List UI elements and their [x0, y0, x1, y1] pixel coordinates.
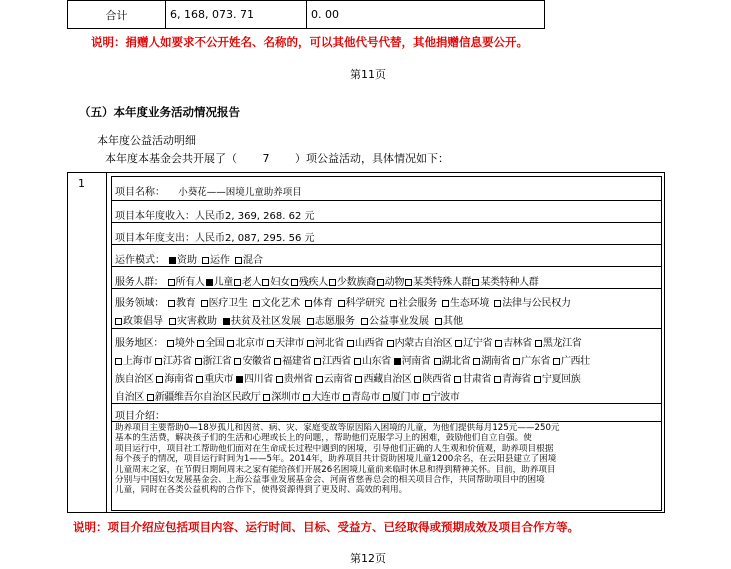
option-label: 云南省 [323, 374, 353, 385]
checkbox-option[interactable] [169, 255, 197, 266]
checkbox-option[interactable] [234, 277, 261, 288]
checkbox-icon[interactable] [316, 376, 323, 383]
option-label: 少数族裔 [336, 277, 376, 288]
option-label: 宁波市 [430, 392, 460, 403]
field-label: 运作模式： [115, 255, 165, 266]
intro-label: 项目介绍： [115, 411, 165, 422]
checkbox-option[interactable] [155, 356, 192, 367]
service-region-line-4 [115, 388, 462, 403]
service-group-row [112, 267, 661, 289]
checkbox-option[interactable] [147, 392, 261, 403]
project-name-value: 小葵花——困境儿童助养项目 [178, 187, 302, 198]
project-detail [111, 176, 662, 511]
checkbox-icon[interactable] [195, 358, 202, 365]
option-label: 黑龙江省 [542, 338, 582, 349]
option-label: 宁夏回族 [541, 374, 581, 385]
option-label: 资助 [177, 255, 197, 266]
option-label: 湖北省 [441, 356, 471, 367]
option-label: 大连市 [311, 392, 341, 403]
checkbox-option[interactable] [423, 392, 460, 403]
checkbox-option[interactable] [361, 316, 429, 327]
checkbox-icon[interactable] [169, 318, 176, 325]
checkbox-option[interactable] [314, 356, 351, 367]
option-label: 四川省 [244, 374, 273, 385]
option-label: 河南省 [401, 356, 431, 367]
checkbox-icon[interactable] [535, 340, 542, 347]
option-label: 某类特殊人群 [413, 277, 472, 288]
checkbox-option[interactable] [168, 277, 205, 288]
checkbox-icon[interactable] [307, 340, 314, 347]
checkbox-icon[interactable] [253, 300, 260, 307]
checkbox-option[interactable] [434, 356, 471, 367]
checkbox-icon[interactable] [167, 340, 174, 347]
option-label: 甘肃省 [462, 374, 492, 385]
option-label: 新疆维吾尔自治区民政厅 [154, 392, 261, 403]
checkbox-icon[interactable] [115, 358, 122, 365]
option-label: 志愿服务 [315, 316, 355, 327]
checkbox-icon[interactable] [414, 376, 421, 383]
checked-box-icon[interactable] [394, 358, 401, 365]
service-region-line-1 [115, 334, 584, 349]
total-amount: 6, 168, 073. 71 [166, 1, 307, 29]
field-label: 服务地区： [115, 338, 163, 349]
option-label: 生态环境 [450, 298, 490, 309]
checked-box-icon[interactable] [223, 318, 230, 325]
option-label: 深圳市 [271, 392, 301, 403]
checkbox-option[interactable] [343, 392, 380, 403]
option-label: 山东省 [361, 356, 391, 367]
checkbox-option[interactable] [115, 374, 153, 385]
option-label: 广东省 [521, 356, 550, 367]
checkbox-icon[interactable] [235, 257, 242, 264]
checkbox-icon[interactable] [291, 279, 298, 286]
mode-line [115, 251, 268, 266]
checkbox-option[interactable] [307, 316, 355, 327]
service-field-line-1 [115, 294, 576, 309]
checkbox-icon[interactable] [423, 394, 430, 401]
checkbox-option[interactable] [274, 356, 311, 367]
checkbox-option[interactable] [167, 338, 194, 349]
option-label: 上海市 [123, 356, 152, 367]
checkbox-option[interactable] [495, 338, 532, 349]
checkbox-option[interactable] [262, 277, 289, 288]
option-label: 政策倡导 [123, 316, 163, 327]
checkbox-option[interactable] [329, 277, 376, 288]
option-label: 族自治区 [115, 374, 154, 385]
intro-line: 基本的生活费，解决孩子们的生活和心理或长上的问题，，帮助他们克服学习上的困难，鼓励他们自立自强。使 [115, 433, 532, 444]
intro-line: 儿童周末之家，在节假日期间周末之家有能给孩们开展26名困境儿童前来临时休息和得到精神关怀。目前，助养项目 [115, 464, 556, 475]
option-label: 体育 [313, 298, 333, 309]
checkbox-option[interactable] [267, 338, 304, 349]
checkbox-icon[interactable] [472, 279, 479, 286]
checkbox-option[interactable] [454, 374, 491, 385]
service-field-row [112, 289, 661, 329]
checkbox-icon[interactable] [347, 340, 354, 347]
option-label: 安徽省 [242, 356, 272, 367]
checkbox-icon[interactable] [495, 340, 502, 347]
project-income: 项目本年度收入：人民币2, 369, 268. 62 元 [115, 211, 315, 222]
checkbox-icon[interactable] [168, 279, 175, 286]
intro-line: 项目运行中，项目社工帮助他们面对在生命成长过程中遇到的困境，引导他们正确的人生观和价值观，助养项目根据 [115, 443, 554, 454]
service-group-line [115, 273, 540, 288]
checkbox-icon[interactable] [314, 358, 321, 365]
checkbox-option[interactable] [355, 374, 411, 385]
checkbox-option[interactable] [442, 298, 489, 309]
checkbox-option[interactable] [414, 374, 451, 385]
checkbox-icon[interactable] [274, 358, 281, 365]
checkbox-icon[interactable] [197, 340, 204, 347]
option-label: 社会服务 [397, 298, 438, 309]
checkbox-icon[interactable] [442, 300, 449, 307]
option-label: 全国 [205, 338, 225, 349]
project-expense: 项目本年度支出：人民币2, 087, 295. 56 元 [115, 233, 315, 244]
checkbox-icon[interactable] [534, 376, 541, 383]
checkbox-option[interactable] [494, 374, 531, 385]
income-row [112, 201, 661, 223]
checkbox-icon[interactable] [303, 394, 310, 401]
option-label: 贵州省 [283, 374, 313, 385]
checkbox-option[interactable] [435, 316, 463, 327]
checkbox-option[interactable] [307, 338, 344, 349]
intro-line: 每个孩子的情况，项目运行时间为1——5年。2014年，助养项目共计资助困境儿童1200余名，在云阳县建立了困境 [115, 454, 557, 465]
option-label: 妇女 [270, 277, 290, 288]
checkbox-option[interactable] [235, 255, 263, 266]
option-label: 重庆市 [204, 374, 234, 385]
checkbox-option[interactable] [455, 338, 492, 349]
checkbox-option[interactable] [316, 374, 353, 385]
note-bottom: 说明：项目介绍应包括项目内容、运行时间、目标、受益方、已经取得或预期成效及项目合作方等。 [73, 520, 579, 534]
note-top: 说明：捐赠人如要求不公开姓名、名称的，可以其他代号代替，其他捐赠信息要公开。 [91, 35, 528, 49]
project-name-label: 项目名称： [115, 187, 165, 198]
checkbox-icon[interactable] [147, 394, 154, 401]
checkbox-icon[interactable] [435, 318, 442, 325]
service-field-line-2 [115, 312, 469, 327]
option-label: 境外 [175, 338, 195, 349]
checkbox-icon[interactable] [263, 394, 270, 401]
option-label: 青海省 [502, 374, 531, 385]
checked-box-icon[interactable] [169, 257, 176, 264]
checkbox-icon[interactable] [405, 279, 412, 286]
checkbox-icon[interactable] [377, 279, 384, 286]
project-table [67, 172, 665, 513]
checkbox-option[interactable] [115, 356, 152, 367]
option-label: 山西省 [354, 338, 384, 349]
checkbox-icon[interactable] [227, 340, 234, 347]
project-intro [115, 423, 655, 496]
checkbox-icon[interactable] [234, 279, 241, 286]
count-prefix: 本年度本基金会共开展了（ [105, 152, 237, 165]
checkbox-icon[interactable] [355, 376, 362, 383]
checkbox-option[interactable] [534, 374, 580, 385]
checkbox-option[interactable] [201, 298, 248, 309]
checkbox-option[interactable] [227, 338, 264, 349]
checkbox-option[interactable] [405, 277, 471, 288]
intro-label-row [112, 404, 661, 422]
checkbox-option[interactable] [472, 277, 538, 288]
checkbox-icon[interactable] [202, 257, 209, 264]
checkbox-icon[interactable] [276, 376, 283, 383]
checkbox-option[interactable] [156, 374, 193, 385]
total-value: 0. 00 [307, 1, 545, 29]
checkbox-option[interactable] [291, 277, 328, 288]
checkbox-icon[interactable] [455, 340, 462, 347]
option-label: 自治区 [115, 392, 144, 403]
option-label: 河北省 [315, 338, 344, 349]
checkbox-option[interactable] [115, 392, 144, 403]
checked-box-icon[interactable] [206, 279, 213, 286]
checked-box-icon[interactable] [236, 376, 243, 383]
checkbox-option[interactable] [169, 316, 217, 327]
option-label: 科学研究 [345, 298, 385, 309]
checkbox-option[interactable] [377, 277, 404, 288]
option-label: 老人 [242, 277, 262, 288]
checkbox-icon[interactable] [473, 358, 480, 365]
checkbox-option[interactable] [303, 392, 340, 403]
section-heading: （五）本年度业务活动情况报告 [79, 105, 240, 119]
checkbox-icon[interactable] [343, 394, 350, 401]
option-label: 动物 [384, 277, 405, 288]
checkbox-icon[interactable] [361, 318, 368, 325]
option-label: 湖南省 [481, 356, 511, 367]
option-label: 法律与公民权力 [502, 298, 571, 309]
checkbox-icon[interactable] [434, 358, 441, 365]
option-label: 扶贫及社区发展 [231, 316, 301, 327]
checkbox-option[interactable] [202, 255, 230, 266]
option-label: 吉林省 [503, 338, 532, 349]
option-label: 其他 [443, 316, 463, 327]
option-label: 文化艺术 [260, 298, 301, 309]
service-region-line-3 [115, 370, 583, 385]
field-label: 服务人群： [115, 277, 164, 288]
page-number-bottom: 第12页 [350, 552, 386, 565]
checkbox-option[interactable] [354, 356, 391, 367]
option-label: 公益事业发展 [369, 316, 429, 327]
checkbox-icon[interactable] [494, 376, 501, 383]
project-name-row [112, 177, 661, 201]
checkbox-option[interactable] [195, 356, 232, 367]
checkbox-icon[interactable] [553, 358, 560, 365]
option-label: 西藏自治区 [363, 374, 412, 385]
option-label: 某类特种人群 [480, 277, 539, 288]
page-number-top: 第11页 [350, 68, 386, 81]
field-label: 服务领域： [115, 298, 164, 309]
checkbox-icon[interactable] [387, 340, 394, 347]
checkbox-icon[interactable] [262, 279, 269, 286]
count-line [105, 150, 449, 166]
checkbox-option[interactable] [115, 316, 163, 327]
checkbox-icon[interactable] [390, 300, 397, 307]
checkbox-icon[interactable] [156, 376, 163, 383]
checkbox-icon[interactable] [168, 300, 175, 307]
checkbox-option[interactable] [387, 338, 453, 349]
option-label: 天津市 [275, 338, 305, 349]
checkbox-option[interactable] [338, 298, 385, 309]
summary-table [67, 0, 545, 29]
option-label: 所有人 [175, 277, 205, 288]
option-label: 陕西省 [422, 374, 452, 385]
checkbox-option[interactable] [305, 298, 333, 309]
option-label: 青岛市 [351, 392, 380, 403]
checkbox-option[interactable] [168, 298, 196, 309]
option-label: 灾害救助 [177, 316, 217, 327]
checkbox-option[interactable] [234, 356, 271, 367]
checkbox-icon[interactable] [307, 318, 314, 325]
checkbox-option[interactable] [394, 356, 431, 367]
checkbox-icon[interactable] [201, 300, 208, 307]
option-label: 江苏省 [162, 356, 192, 367]
project-number: 1 [68, 173, 107, 512]
option-label: 医疗卫生 [208, 298, 248, 309]
option-label: 福建省 [282, 356, 312, 367]
table-row [68, 1, 545, 29]
option-label: 运作 [210, 255, 230, 266]
option-label: 海南省 [164, 374, 194, 385]
checkbox-option[interactable] [206, 277, 233, 288]
option-label: 混合 [243, 255, 263, 266]
intro-line: 分别与中国妇女发展基金会、上海公益事业发展基金会、河南省慈善总会的相关项目合作，共同帮助项目中的困境 [115, 475, 545, 486]
checkbox-icon[interactable] [329, 279, 336, 286]
checkbox-icon[interactable] [338, 300, 345, 307]
checkbox-option[interactable] [196, 374, 233, 385]
subheading: 本年度公益活动明细 [97, 134, 196, 147]
expense-row [112, 223, 661, 245]
checkbox-icon[interactable] [196, 376, 203, 383]
checkbox-icon[interactable] [305, 300, 312, 307]
option-label: 北京市 [235, 338, 265, 349]
option-label: 厦门市 [390, 392, 420, 403]
checkbox-option[interactable] [473, 356, 510, 367]
option-label: 广西壮 [560, 356, 590, 367]
checkbox-option[interactable] [535, 338, 581, 349]
option-label: 残疾人 [298, 277, 328, 288]
checkbox-option[interactable] [390, 298, 437, 309]
checkbox-option[interactable] [513, 356, 550, 367]
activity-count: 7 [262, 152, 270, 165]
checkbox-icon[interactable] [513, 358, 520, 365]
mode-row [112, 245, 661, 267]
checkbox-option[interactable] [236, 374, 273, 385]
checkbox-option[interactable] [197, 338, 224, 349]
checkbox-option[interactable] [383, 392, 420, 403]
service-region-line-2 [115, 352, 593, 367]
checkbox-option[interactable] [276, 374, 313, 385]
count-suffix: ）项公益活动，具体情况如下： [295, 152, 449, 165]
option-label: 辽宁省 [463, 338, 493, 349]
total-label: 合计 [68, 1, 166, 29]
checkbox-option[interactable] [253, 298, 300, 309]
option-label: 内蒙古自治区 [394, 338, 453, 349]
intro-line: 助养项目主要帮助0—18岁孤儿和因贫、病、灾、家庭变故等原因陷入困境的儿童，为他们提供每月125元——250元 [115, 423, 560, 433]
checkbox-icon[interactable] [267, 340, 274, 347]
checkbox-icon[interactable] [494, 300, 501, 307]
option-label: 教育 [176, 298, 196, 309]
checkbox-icon[interactable] [234, 358, 241, 365]
checkbox-icon[interactable] [354, 358, 361, 365]
checkbox-option[interactable] [494, 298, 571, 309]
option-label: 儿童 [213, 277, 234, 288]
checkbox-option[interactable] [223, 316, 301, 327]
checkbox-icon[interactable] [155, 358, 162, 365]
intro-line: 儿童，同时在各类公益机构的合作下，使得资源得到了更及时、高效的利用。 [115, 485, 408, 496]
checkbox-option[interactable] [263, 392, 300, 403]
checkbox-option[interactable] [553, 356, 590, 367]
checkbox-icon[interactable] [454, 376, 461, 383]
checkbox-option[interactable] [347, 338, 384, 349]
option-label: 浙江省 [202, 356, 232, 367]
checkbox-icon[interactable] [115, 318, 122, 325]
option-label: 江西省 [322, 356, 351, 367]
service-region-row [112, 329, 661, 404]
checkbox-icon[interactable] [383, 394, 390, 401]
